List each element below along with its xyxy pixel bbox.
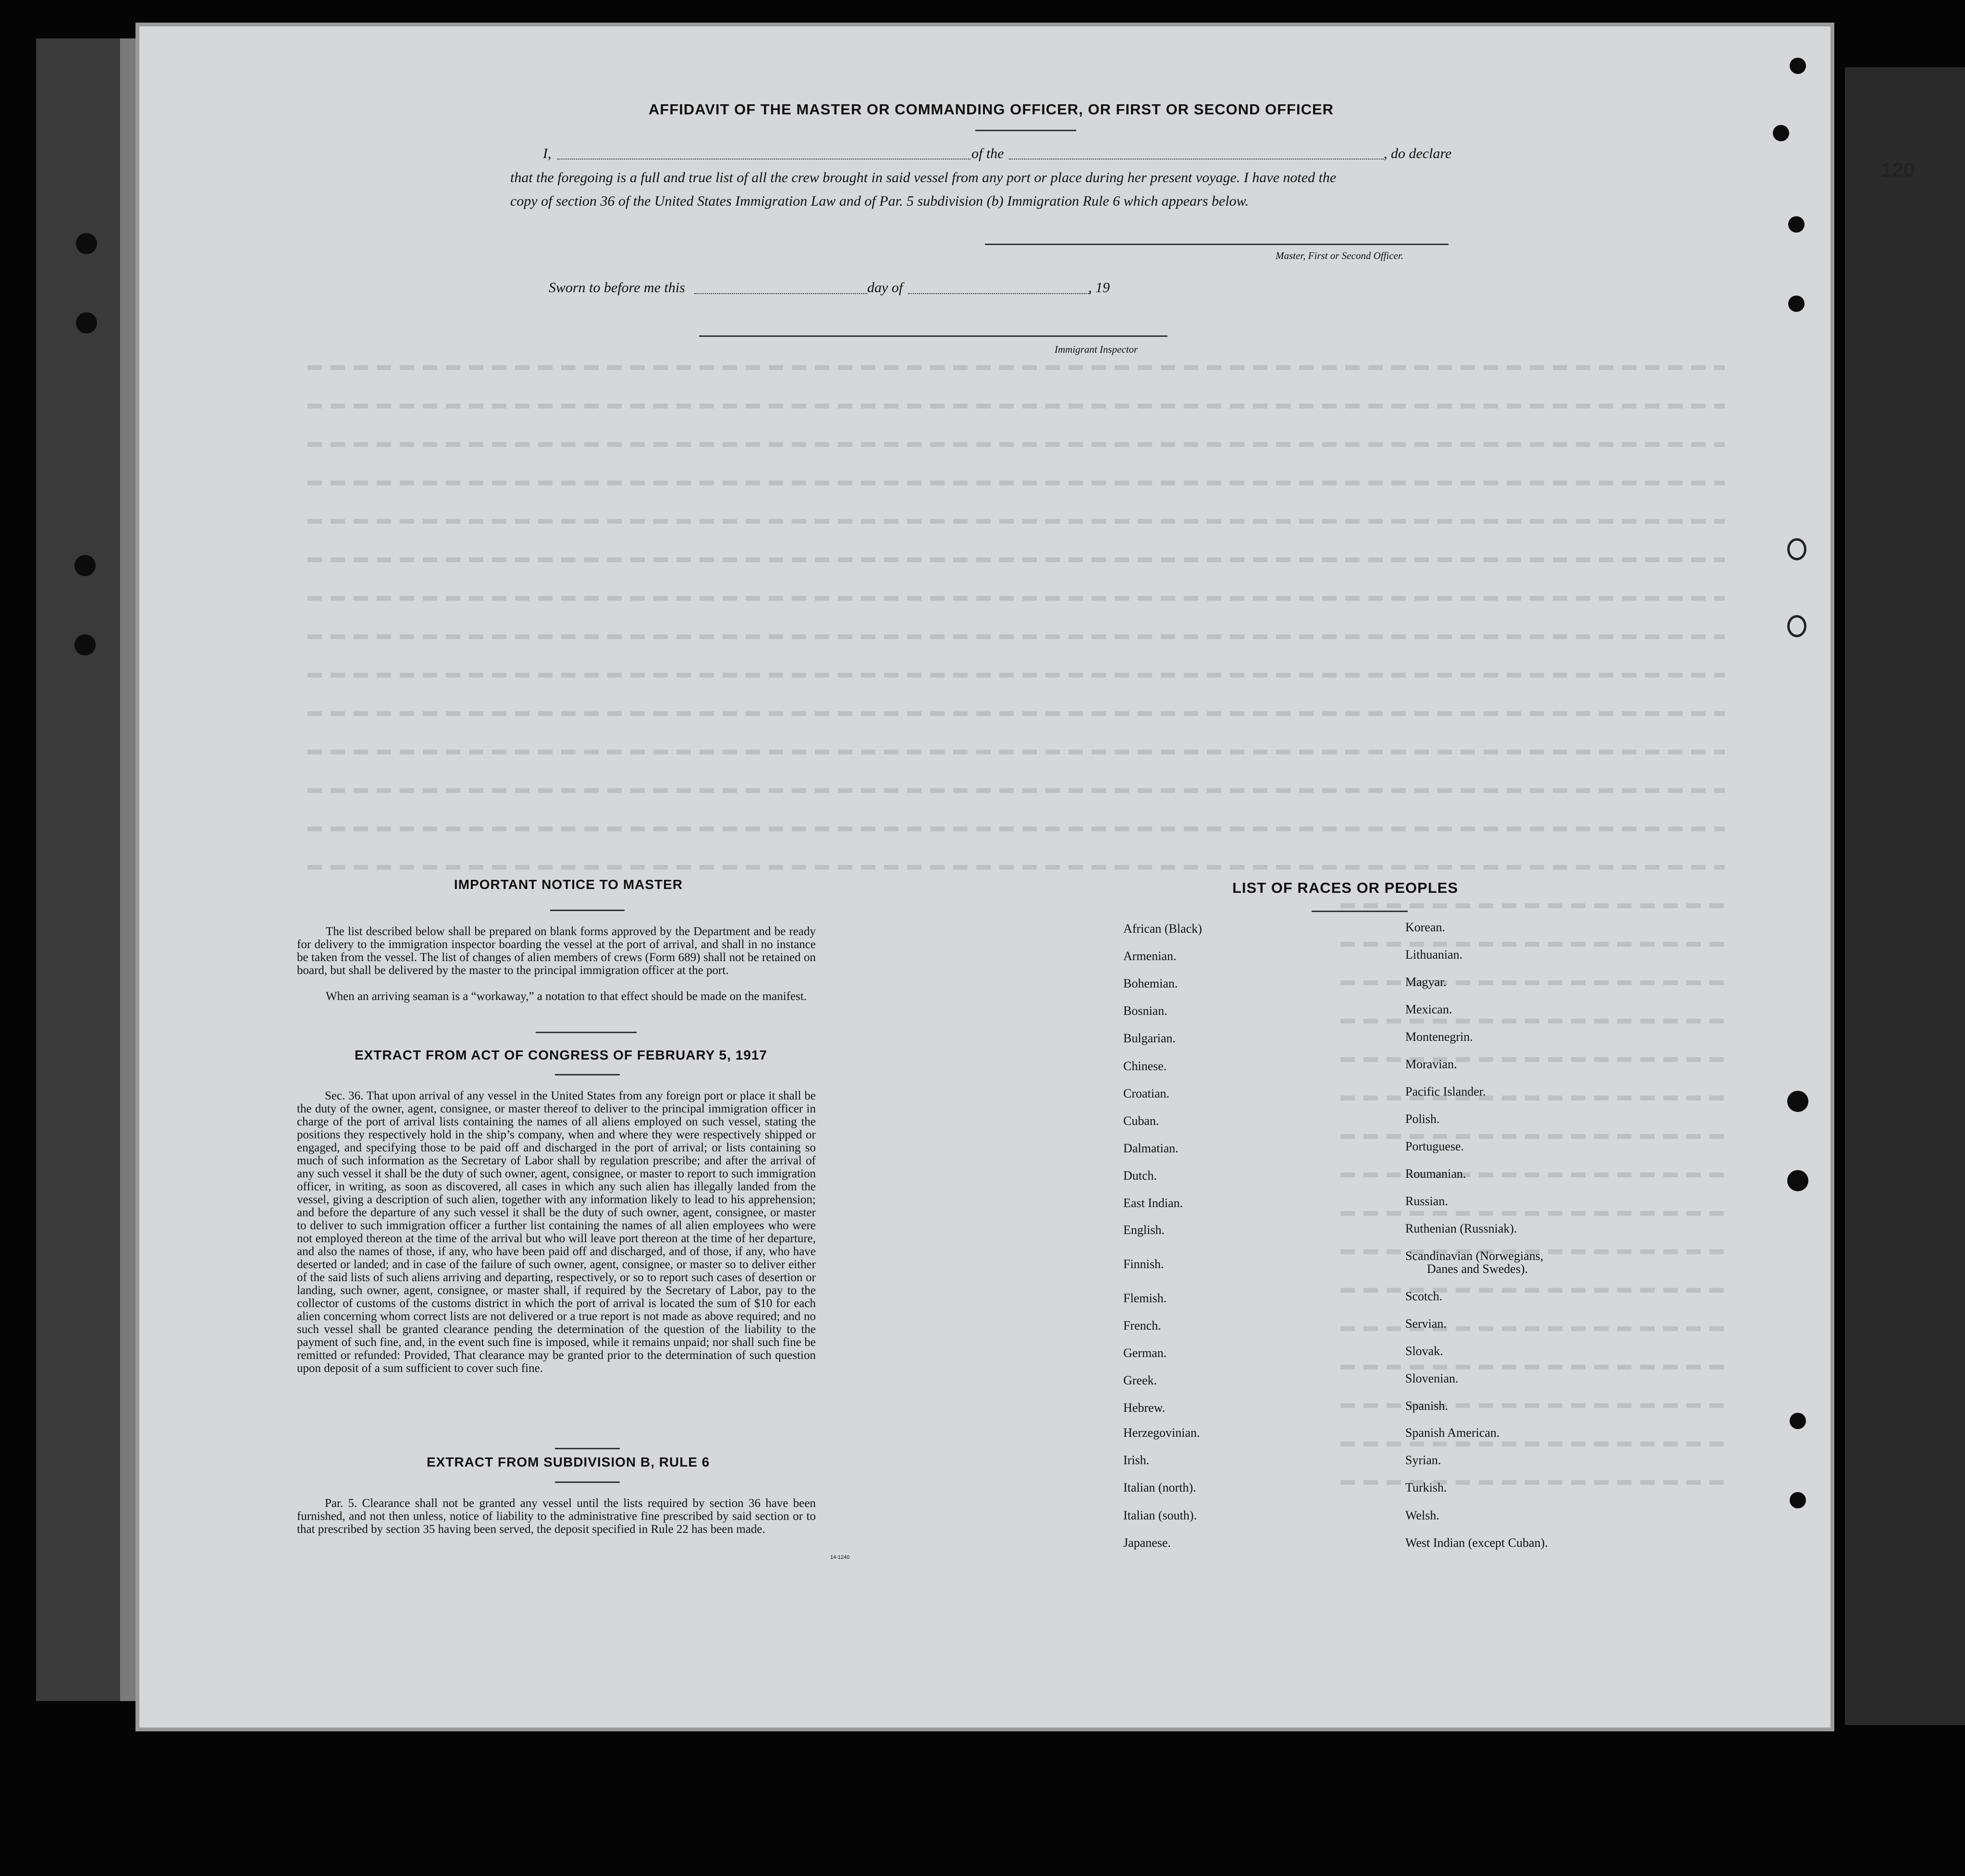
race-item: Pacific Islander. xyxy=(1405,1085,1486,1098)
day-blank xyxy=(694,293,867,295)
binder-hole xyxy=(1787,538,1806,560)
adjacent-page-right xyxy=(1845,67,1965,1725)
race-item: Japanese. xyxy=(1123,1536,1171,1550)
race-item: Scandinavian (Norwegians, xyxy=(1405,1249,1544,1263)
race-item: Welsh. xyxy=(1405,1508,1439,1522)
race-item: Spanish. xyxy=(1405,1399,1448,1413)
rule-extract-title: EXTRACT FROM SUBDIVISION B, RULE 6 xyxy=(427,1455,710,1469)
race-item: French. xyxy=(1123,1319,1161,1333)
race-item: Danes and Swedes). xyxy=(1427,1262,1528,1276)
binder-hole xyxy=(1788,216,1805,233)
binder-hole xyxy=(1787,1170,1808,1191)
binder-hole xyxy=(1788,296,1805,312)
race-item: African (Black) xyxy=(1123,922,1202,936)
affidavit-title: AFFIDAVIT OF THE MASTER OR COMMANDING OFFICER, OR FIRST OR SECOND OFFICER xyxy=(649,101,1334,118)
form-code: 14-1240 xyxy=(830,1555,850,1560)
affidavit-line3: copy of section 36 of the United States Immigration Law and of Par. 5 subdivision (b) Immigration Rule 6 which appears below. xyxy=(510,193,1249,209)
affidavit-declare: , do declare xyxy=(1384,146,1452,161)
race-item: Montenegrin. xyxy=(1405,1030,1473,1044)
binder-hole xyxy=(74,555,96,576)
race-item: Slovak. xyxy=(1405,1344,1443,1358)
race-item: Roumanian. xyxy=(1405,1167,1466,1181)
race-item: Spanish American. xyxy=(1405,1426,1500,1440)
notice-paragraph-workaway: When an arriving seaman is a “workaway,” a notation to that effect should be made on the manifest. xyxy=(326,990,807,1003)
race-item: Mexican. xyxy=(1405,1002,1452,1016)
races-title: LIST OF RACES OR PEOPLES xyxy=(1232,879,1459,896)
race-item: West Indian (except Cuban). xyxy=(1405,1536,1548,1550)
binder-edge-left xyxy=(120,38,139,1701)
sworn-text: Sworn to before me this xyxy=(549,280,685,296)
divider xyxy=(555,1481,620,1483)
race-item: Hebrew. xyxy=(1123,1401,1166,1415)
race-item: Chinese. xyxy=(1123,1059,1167,1073)
affidavit-of-the: of the xyxy=(971,146,1004,161)
race-item: Scotch. xyxy=(1405,1289,1443,1303)
show-through-background xyxy=(139,26,1830,1728)
notice-title: IMPORTANT NOTICE TO MASTER xyxy=(454,877,683,892)
race-item: East Indian. xyxy=(1123,1196,1183,1210)
race-item: Italian (south). xyxy=(1123,1508,1197,1522)
binder-hole xyxy=(1790,58,1806,74)
race-item: Armenian. xyxy=(1123,949,1177,963)
race-item: Ruthenian (Russniak). xyxy=(1405,1222,1517,1235)
month-blank xyxy=(908,293,1091,295)
race-item: Finnish. xyxy=(1123,1257,1164,1271)
binder-hole xyxy=(1787,1091,1808,1112)
race-item: Herzegovinian. xyxy=(1123,1426,1200,1440)
race-item: German. xyxy=(1123,1346,1167,1360)
race-item: Croatian. xyxy=(1123,1086,1170,1100)
manifest-page xyxy=(139,26,1830,1728)
signature-line xyxy=(985,244,1449,245)
race-item: Russian. xyxy=(1405,1194,1448,1208)
divider xyxy=(975,130,1076,131)
divider xyxy=(1312,911,1408,912)
divider xyxy=(536,1032,637,1033)
race-item: Italian (north). xyxy=(1123,1481,1196,1494)
divider xyxy=(555,1448,620,1449)
act-extract-text: Sec. 36. That upon arrival of any vessel in the United States from any foreign port or place it shall be the duty of the owner, agent, consignee, or master thereof to deliver to the principal immigration officer in charge of the port of arrival lists containing the names of all aliens employed on such vessel, stating the positions they respectively hold in the ship’s company, when and where they were respectively shipped or engaged, and specifying those to be paid off and discharged in the port of arrival; or lists containing so much of such information as the Secretary of Labor shall by regulation prescribe; and after the arrival of any such vessel it shall be the duty of such owner, agent, consignee, or master to report to such immigration officer, in writing, as soon as discovered, all cases in which any such alien has illegally landed from the vessel, giving a description of such alien, together with any information likely to lead to his apprehension; and before the departure of any such vessel it shall be the duty of such owner, agent, consignee, or master to deliver to such immigration officer a further list containing the names of all alien employees who were not employed thereon at the time of the arrival but who will leave port thereon at the time of her departure, and also the names of those, if any, who have been paid off and discharged, and of those, if any, who have deserted or landed; and in case of the failure of such owner, agent, consignee, or master so to deliver either of the said lists of such aliens arriving and departing, respectively, or so to report such cases of desertion or landing, such owner, agent, consignee, or master shall, if required by the Secretary of Labor, pay to the collector of customs of the customs district in which the port of arrival is located the sum of $10 for each alien concerning whom correct lists are not delivered or a true report is not made as above required; and no such vessel shall be granted clearance pending the determination of the question of the liability to the payment of such fine, and, in the event such fine is imposed, while it remains unpaid; nor shall such fine be remitted or refunded: Provided, That clearance may be granted prior to the determination of such question upon deposit of a sum sufficient to cover such fine. xyxy=(297,1089,816,1375)
page-number: 120 xyxy=(1881,159,1915,181)
act-extract-title: EXTRACT FROM ACT OF CONGRESS OF FEBRUARY 5, 1917 xyxy=(355,1048,768,1062)
binder-hole xyxy=(1773,125,1789,141)
race-item: Turkish. xyxy=(1405,1481,1447,1494)
notice-paragraph: The list described below shall be prepared on blank forms approved by the Department and be ready for delivery to the immigration inspector boarding the vessel at the port of arrival, and shall in no instance be taken from the vessel. The list of changes of alien members of crews (Form 689) shall not be retained on board, but shall be delivered by the master to the principal immigration officer at the port. xyxy=(297,925,816,977)
affidavit-line-i: I, xyxy=(543,146,552,161)
binder-hole xyxy=(1790,1413,1806,1429)
race-item: Slovenian. xyxy=(1405,1371,1459,1385)
race-item: Dalmatian. xyxy=(1123,1141,1179,1155)
rule-extract-text: Par. 5. Clearance shall not be granted any vessel until the lists required by section 36 have been furnished, and not then unless, notice of liability to the administrative fine prescribed by said section or to that prescribed by section 35 having been served, the deposit specified in Rule 22 has been made. xyxy=(297,1497,816,1536)
binder-strip-left xyxy=(36,38,125,1701)
race-item: Lithuanian. xyxy=(1405,948,1463,962)
race-item: Cuban. xyxy=(1123,1114,1159,1128)
race-item: Greek. xyxy=(1123,1373,1157,1387)
binder-hole xyxy=(1790,1492,1806,1508)
day-of: day of xyxy=(867,280,903,296)
race-item: Magyar. xyxy=(1405,975,1447,989)
race-item: Bulgarian. xyxy=(1123,1031,1176,1045)
race-item: Portuguese. xyxy=(1405,1139,1464,1153)
inspector-label: Immigrant Inspector xyxy=(1055,344,1138,355)
race-item: English. xyxy=(1123,1223,1165,1237)
binder-hole xyxy=(76,312,97,333)
race-item: Bosnian. xyxy=(1123,1004,1167,1018)
race-item: Moravian. xyxy=(1405,1057,1457,1071)
affidavit-line2: that the foregoing is a full and true list of all the crew brought in said vessel from any port or place during her present voyage. I have noted the xyxy=(510,170,1337,185)
binder-hole xyxy=(1787,615,1806,637)
inspector-signature-line xyxy=(699,335,1167,337)
signature-label: Master, First or Second Officer. xyxy=(1276,250,1403,261)
race-item: Dutch. xyxy=(1123,1169,1157,1183)
year-prefix: , 19 xyxy=(1088,280,1110,296)
divider xyxy=(555,1074,620,1075)
divider xyxy=(550,910,625,911)
race-item: Bohemian. xyxy=(1123,976,1178,990)
race-item: Flemish. xyxy=(1123,1291,1167,1305)
race-item: Korean. xyxy=(1405,920,1446,934)
race-item: Polish. xyxy=(1405,1112,1440,1126)
race-item: Servian. xyxy=(1405,1317,1447,1331)
binder-hole xyxy=(76,233,97,254)
race-item: Syrian. xyxy=(1405,1453,1441,1467)
vessel-blank xyxy=(1009,159,1384,160)
race-item: Irish. xyxy=(1123,1453,1150,1467)
name-blank xyxy=(557,159,970,160)
binder-hole xyxy=(74,634,96,655)
